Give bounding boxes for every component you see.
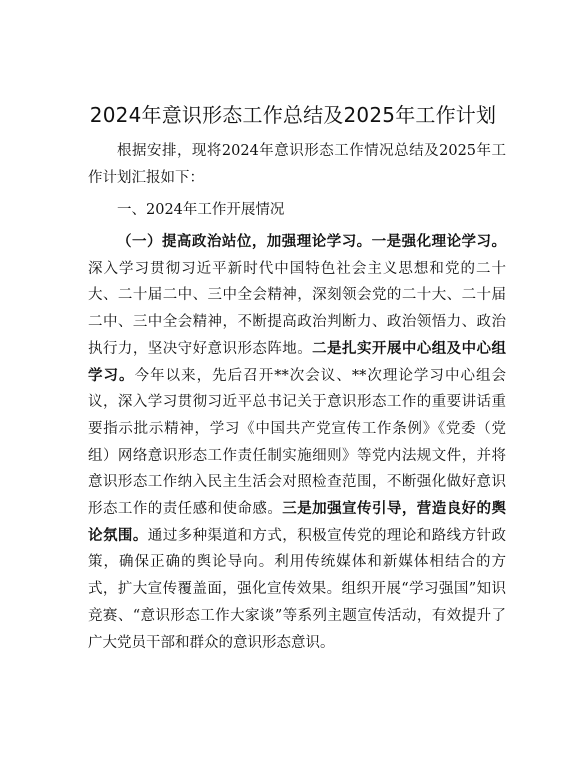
item-1-text: 深入学习贯彻习近平新时代中国特色社会主义思想和党的二十大、二十届二中、三中全会精神，深刻领会党的二十大、二十届二中、三中全会精神，不断提高政治判断力、政治领悟力、政治执行力，坚决守好意识形态阵地。: [88, 260, 506, 357]
item-3-text: 通过多种渠道和方式，积极宣传党的理论和路线方针政策，确保正确的舆论导向。利用传统媒体和新媒体相结合的方式，扩大宣传覆盖面，强化宣传效果。组织开展“学习强国”知识竞赛、“意识形态工作大家谈”等系列主题宣传活动，有效提升了广大党员干部和群众的意识形态意识。: [88, 527, 507, 651]
body-paragraph: [88, 229, 506, 656]
intro-paragraph: 根据安排，现将2024年意识形态工作情况总结及2025年工作计划汇报如下：: [88, 143, 506, 186]
item-2-heading: 二是扎实开展中心组及中心组学习。: [88, 339, 507, 384]
item-2-text: 今年以来，先后召开**次会议、**次理论学习中心组会议，深入学习贯彻习近平总书记关于意识形态工作的重要讲话重要指示批示精神，学习《中国共产党宣传工作条例》《党委（党组）网络意识形态工作责任制实施细则》等党内法规文件，并将意识形态工作纳入民主生活会对照检查范围，不断强化做好意识形态工作的责任感和使命感。: [88, 367, 507, 518]
section-heading: 一、2024年工作开展情况: [117, 202, 285, 218]
item-3-heading: 三是加强宣传引导，营造良好的舆论氛围。: [88, 500, 507, 544]
item-1-heading: 一是强化理论学习。: [371, 233, 507, 250]
document-title: 2024年意识形态工作总结及2025年工作计划: [89, 103, 497, 127]
paragraph-heading: （一）提高政治站位，加强理论学习。: [117, 233, 372, 250]
